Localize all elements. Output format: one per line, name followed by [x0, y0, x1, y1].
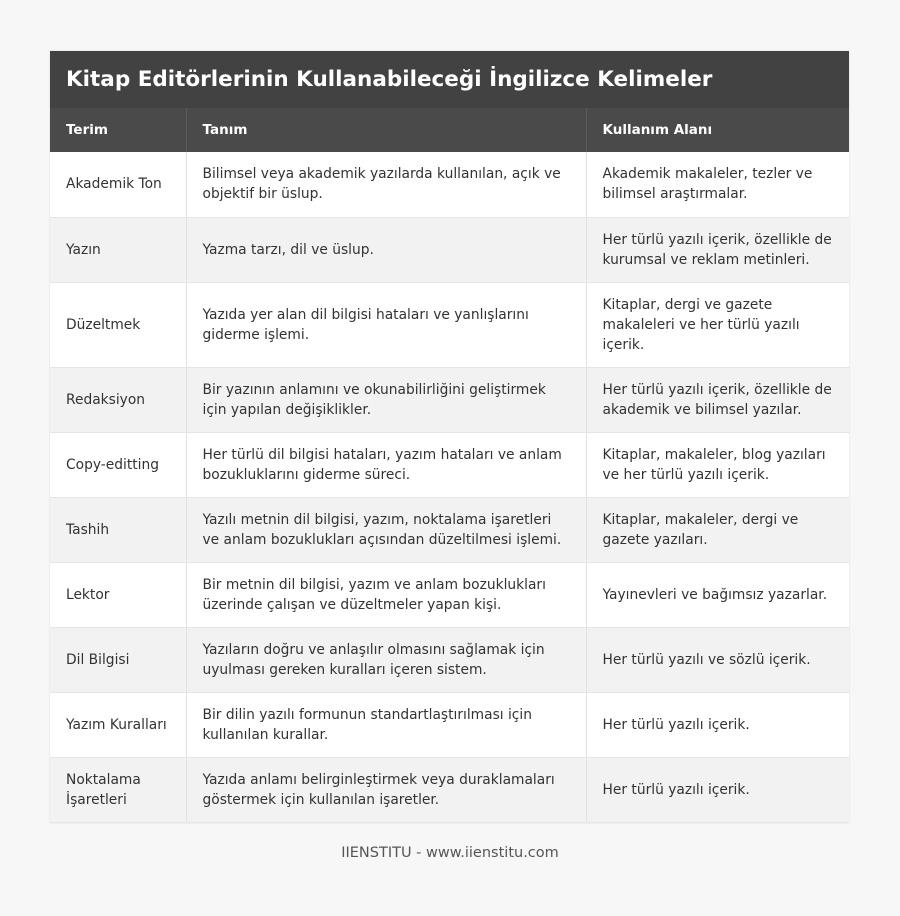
table-row [50, 367, 849, 432]
cell-definition: Yazılı metnin dil bilgisi, yazım, noktalama işaretleri ve anlam bozuklukları açısından düzeltilmesi işlemi. [186, 497, 586, 562]
cell-definition: Yazıların doğru ve anlaşılır olmasını sağlamak için uyulması gereken kuralları içeren sistem. [186, 627, 586, 692]
header-definition: Tanım [186, 108, 586, 152]
cell-usage: Her türlü yazılı içerik. [586, 757, 849, 822]
table-row [50, 217, 849, 282]
cell-usage: Akademik makaleler, tezler ve bilimsel araştırmalar. [586, 152, 849, 217]
cell-term: Noktalama İşaretleri [50, 757, 186, 822]
table-row [50, 282, 849, 367]
cell-definition: Yazıda anlamı belirginleştirmek veya duraklamaları göstermek için kullanılan işaretler. [186, 757, 586, 822]
cell-term: Yazım Kuralları [50, 692, 186, 757]
cell-term: Dil Bilgisi [50, 627, 186, 692]
table-row [50, 152, 849, 217]
table-row [50, 692, 849, 757]
cell-usage: Kitaplar, makaleler, blog yazıları ve her türlü yazılı içerik. [586, 432, 849, 497]
cell-definition: Yazıda yer alan dil bilgisi hataları ve yanlışlarını giderme işlemi. [186, 282, 586, 367]
table-row [50, 757, 849, 822]
cell-definition: Bir dilin yazılı formunun standartlaştırılması için kullanılan kurallar. [186, 692, 586, 757]
table-row [50, 497, 849, 562]
cell-usage: Yayınevleri ve bağımsız yazarlar. [586, 562, 849, 627]
glossary-table [50, 108, 849, 823]
table-row [50, 562, 849, 627]
cell-usage: Her türlü yazılı ve sözlü içerik. [586, 627, 849, 692]
header-term: Terim [50, 108, 186, 152]
cell-usage: Her türlü yazılı içerik, özellikle de kurumsal ve reklam metinleri. [586, 217, 849, 282]
cell-term: Redaksiyon [50, 367, 186, 432]
table-row [50, 627, 849, 692]
table-row [50, 432, 849, 497]
cell-term: Akademik Ton [50, 152, 186, 217]
cell-term: Copy-editting [50, 432, 186, 497]
cell-usage: Kitaplar, dergi ve gazete makaleleri ve her türlü yazılı içerik. [586, 282, 849, 367]
header-row [50, 108, 849, 152]
cell-usage: Her türlü yazılı içerik. [586, 692, 849, 757]
footer-credit: IIENSTITU - www.iienstitu.com [341, 845, 559, 861]
cell-definition: Bir yazının anlamını ve okunabilirliğini geliştirmek için yapılan değişiklikler. [186, 367, 586, 432]
cell-term: Yazın [50, 217, 186, 282]
cell-definition: Bir metnin dil bilgisi, yazım ve anlam bozuklukları üzerinde çalışan ve düzeltmeler yapan kişi. [186, 562, 586, 627]
cell-term: Düzeltmek [50, 282, 186, 367]
glossary-card [50, 51, 849, 823]
header-usage: Kullanım Alanı [586, 108, 849, 152]
cell-definition: Her türlü dil bilgisi hataları, yazım hataları ve anlam bozukluklarını giderme süreci. [186, 432, 586, 497]
cell-definition: Yazma tarzı, dil ve üslup. [186, 217, 586, 282]
cell-usage: Her türlü yazılı içerik, özellikle de akademik ve bilimsel yazılar. [586, 367, 849, 432]
table-title: Kitap Editörlerinin Kullanabileceği İngilizce Kelimeler [50, 51, 849, 108]
cell-definition: Bilimsel veya akademik yazılarda kullanılan, açık ve objektif bir üslup. [186, 152, 586, 217]
cell-term: Tashih [50, 497, 186, 562]
cell-term: Lektor [50, 562, 186, 627]
cell-usage: Kitaplar, makaleler, dergi ve gazete yazıları. [586, 497, 849, 562]
